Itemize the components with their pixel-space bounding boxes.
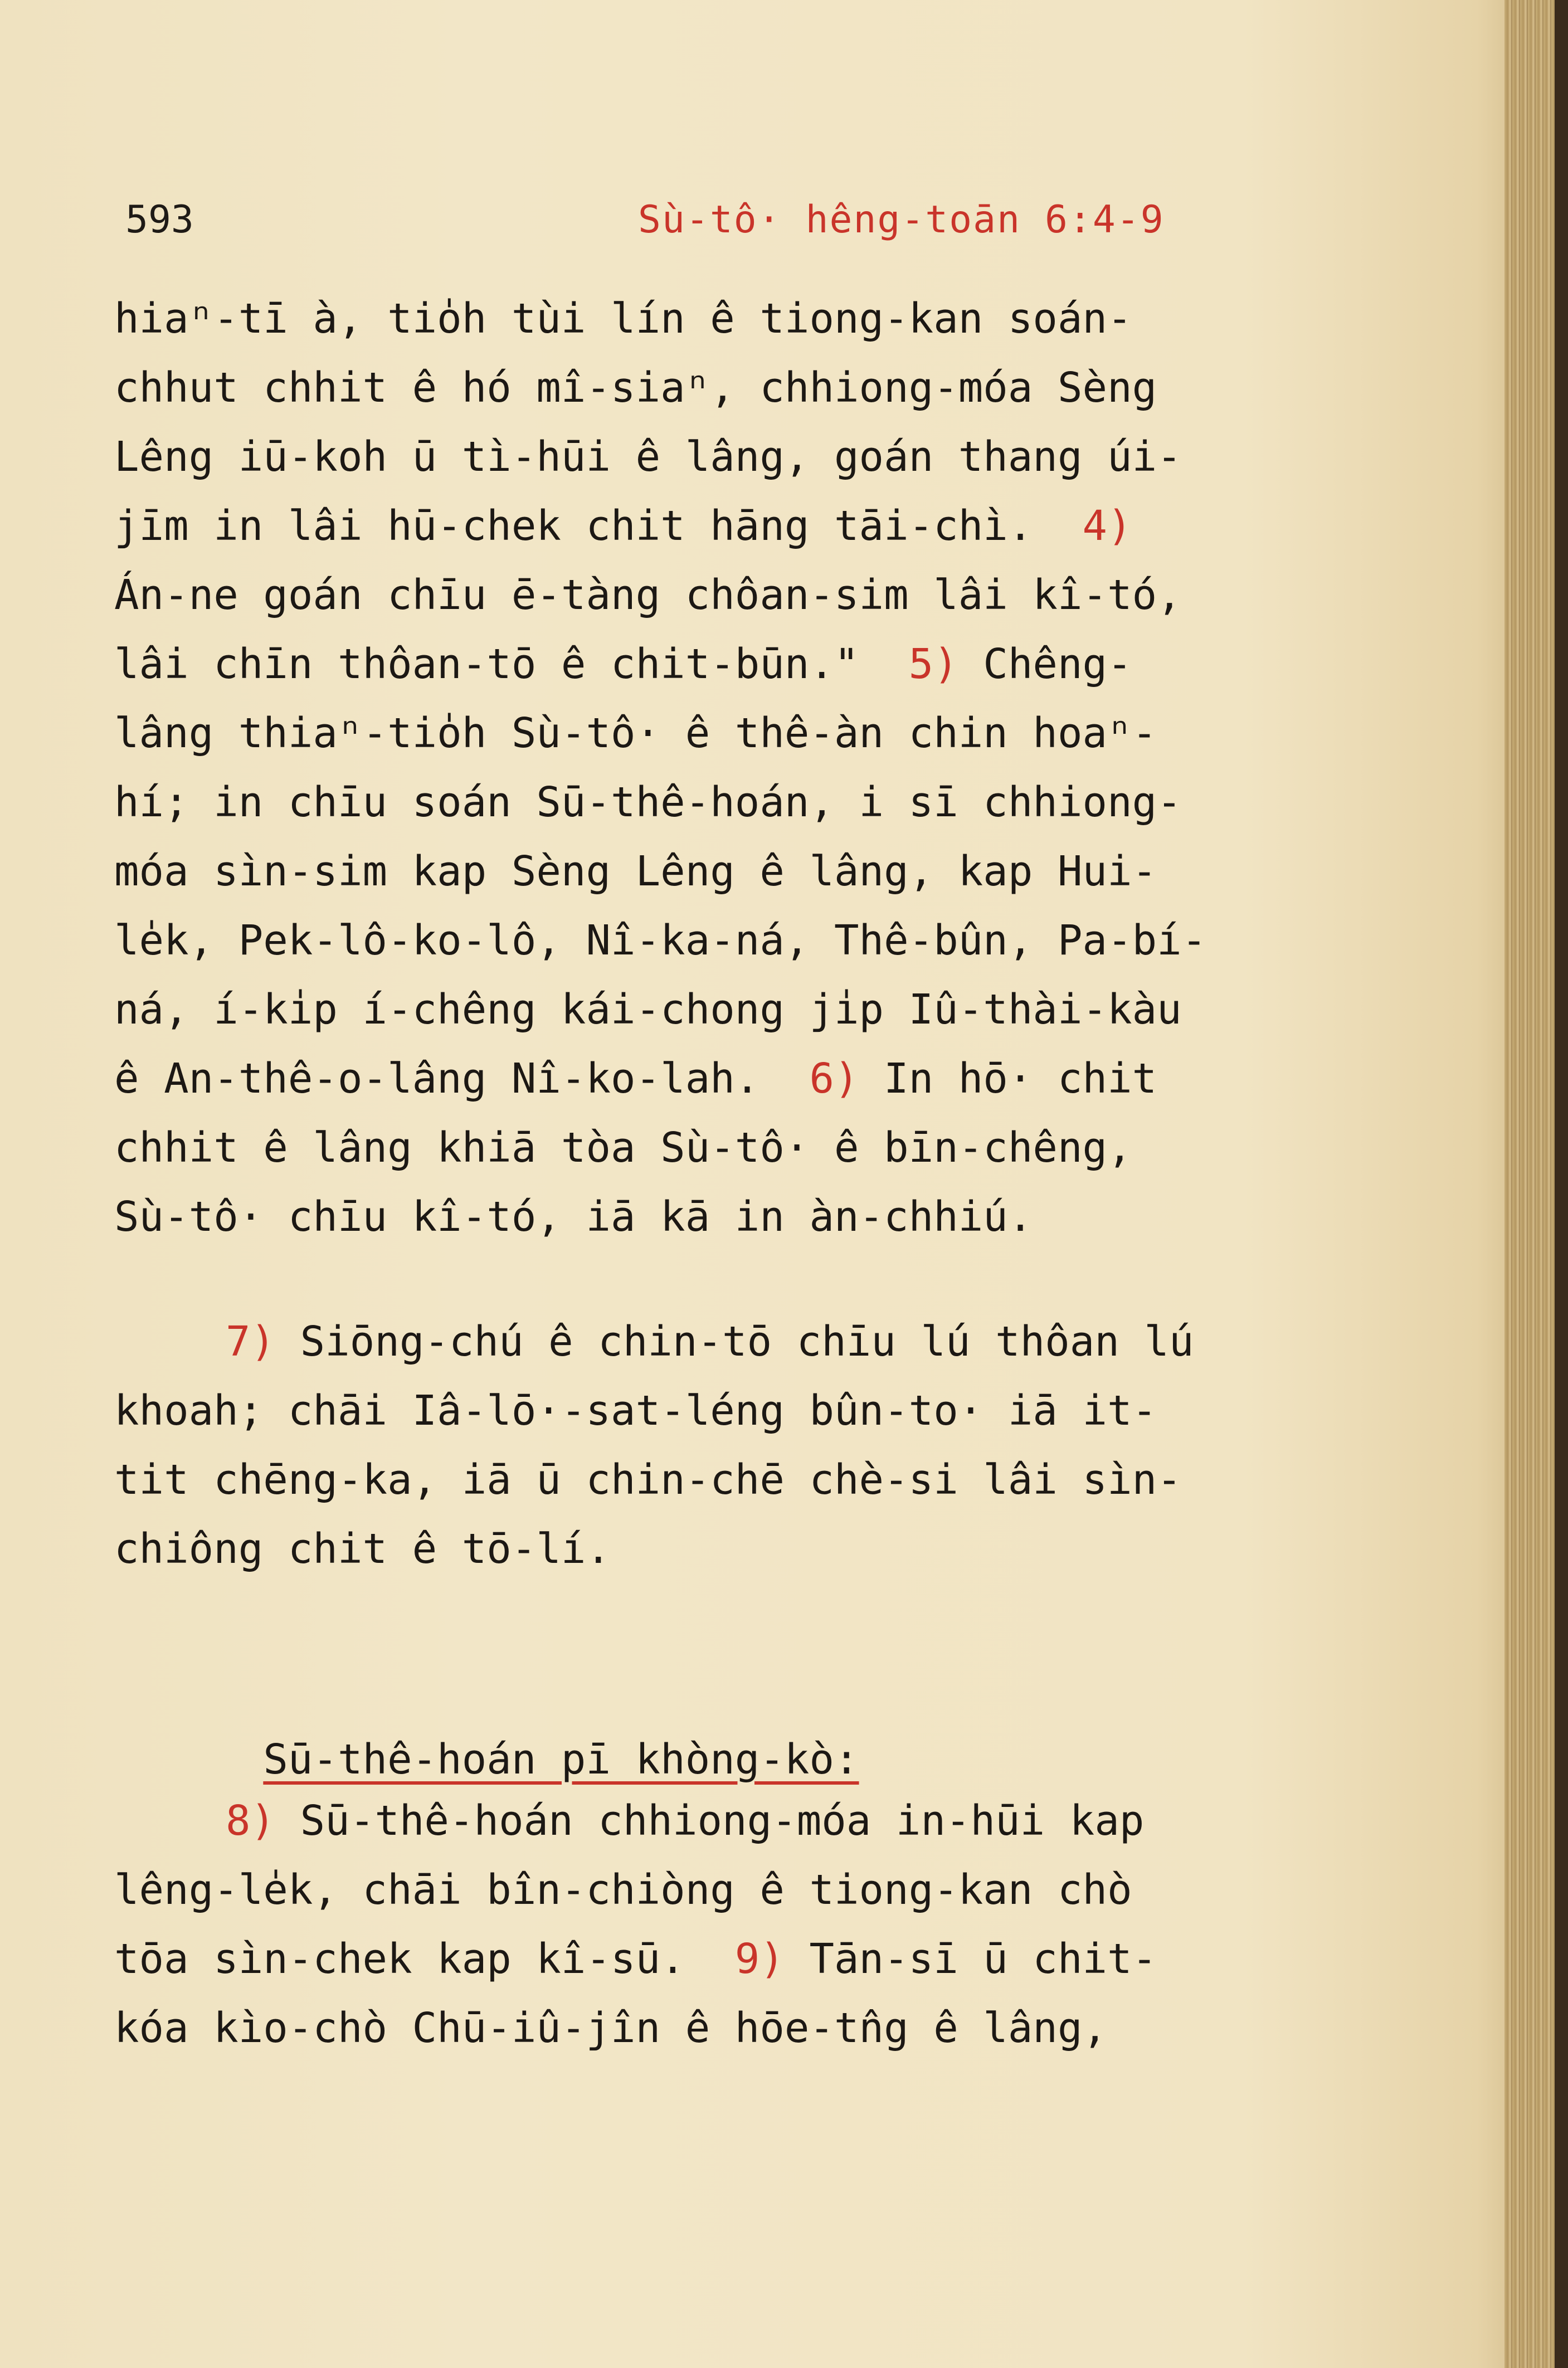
running-head: Sù-tô· hêng-toān 6:4-9 [638,198,1165,242]
section-heading: Sū-thê-hoán pī khòng-kò: [263,1736,859,1784]
text-line [114,1113,1468,1182]
text-line [114,837,1468,906]
line-text: kóa kìo-chò Chū-iû-jîn ê hōe-tn̂g ê lâng, [114,2004,1108,2052]
verse-number: 4) [1082,502,1132,550]
paragraph-gap [114,1251,1468,1307]
line-text: Tān-sī ū chit- [784,1935,1157,1983]
line-text: chiông chit ê tō-lí. [114,1525,611,1573]
verse-number: 8) [226,1797,276,1845]
paragraph-group-after-heading [114,1786,1468,2063]
text-line [114,491,1468,561]
text-line [114,1307,1468,1376]
line-text: le̍k, Pek-lô-ko-lô, Nî-ka-ná, Thê-bûn, Pa-bí- [114,917,1207,964]
paragraph-gap [114,1639,1468,1656]
text-line [114,768,1468,837]
line-text: Chêng- [958,640,1132,688]
text-line [114,1514,1468,1583]
line-text: lêng-le̍k, chāi bîn-chiòng ê tiong-kan chò [114,1866,1132,1914]
verse-number: 9) [734,1935,785,1983]
body-text [114,284,1468,2063]
verse-number: 7) [226,1318,276,1366]
line-text: móa sìn-sim kap Sèng Lêng ê lâng, kap Hui- [114,847,1157,895]
text-line [114,699,1468,768]
text-line [114,284,1468,353]
text-line [114,1376,1468,1445]
line-text: hiaⁿ-tī à, tio̍h tùi lín ê tiong-kan soán- [114,295,1132,343]
page-edge [1504,0,1555,2368]
line-text: chhut chhit ê hó mî-siaⁿ, chhiong-móa Sèng [114,364,1157,412]
text-line [114,561,1468,630]
page-number: 593 [125,198,194,242]
text-line [114,906,1468,975]
line-text: tōa sìn-chek kap kî-sū. [114,1935,735,1983]
line-text: khoah; chāi Iâ-lō·-sat-léng bûn-to· iā it- [114,1387,1157,1435]
line-text: Lêng iū-koh ū tì-hūi ê lâng, goán thang úi- [114,433,1182,481]
line-text: tit chēng-ka, iā ū chin-chē chè-si lâi sìn- [114,1456,1182,1504]
text-line [114,1855,1468,1924]
paragraph-group-main [114,284,1468,1583]
line-text: Án-ne goán chīu ē-tàng chôan-sim lâi kî-tó, [114,571,1182,619]
text-line [114,1786,1468,1855]
text-line [114,1994,1468,2063]
verse-number: 5) [908,640,958,688]
paragraph [114,284,1468,1251]
text-line [114,630,1468,699]
line-text: lâng thiaⁿ-tio̍h Sù-tô· ê thê-àn chin hoaⁿ- [114,709,1157,757]
text-line [114,1924,1468,1994]
paragraph [114,1307,1468,1583]
line-text: hí; in chīu soán Sū-thê-hoán, i sī chhiong- [114,778,1182,826]
line-text: In hō· chit [859,1055,1157,1103]
line-text: ê An-thê-o-lâng Nî-ko-lah. [114,1055,810,1103]
line-text: lâi chīn thôan-tō ê chit-būn." [114,640,909,688]
text-line [114,975,1468,1044]
page-header [125,198,1463,254]
line-text: Siōng-chú ê chin-tō chīu lú thôan lú [275,1318,1194,1366]
paragraph-gap [114,1583,1468,1639]
line-text: ná, í-ki̍p í-chêng kái-chong ji̍p Iû-thài-kàu [114,986,1182,1034]
text-line [114,1044,1468,1113]
line-text: jīm in lâi hū-chek chit hāng tāi-chì. [114,502,1083,550]
text-line [114,1182,1468,1251]
line-text: chhit ê lâng khiā tòa Sù-tô· ê bīn-chêng, [114,1124,1132,1172]
text-line [114,1445,1468,1514]
verse-number: 6) [809,1055,859,1103]
line-text: Sù-tô· chīu kî-tó, iā kā in àn-chhiú. [114,1193,1033,1241]
section-heading-line [114,1656,1468,1784]
line-text: Sū-thê-hoán chhiong-móa in-hūi kap [275,1797,1145,1845]
text-line [114,422,1468,491]
text-line [114,353,1468,422]
paragraph [114,1786,1468,2063]
